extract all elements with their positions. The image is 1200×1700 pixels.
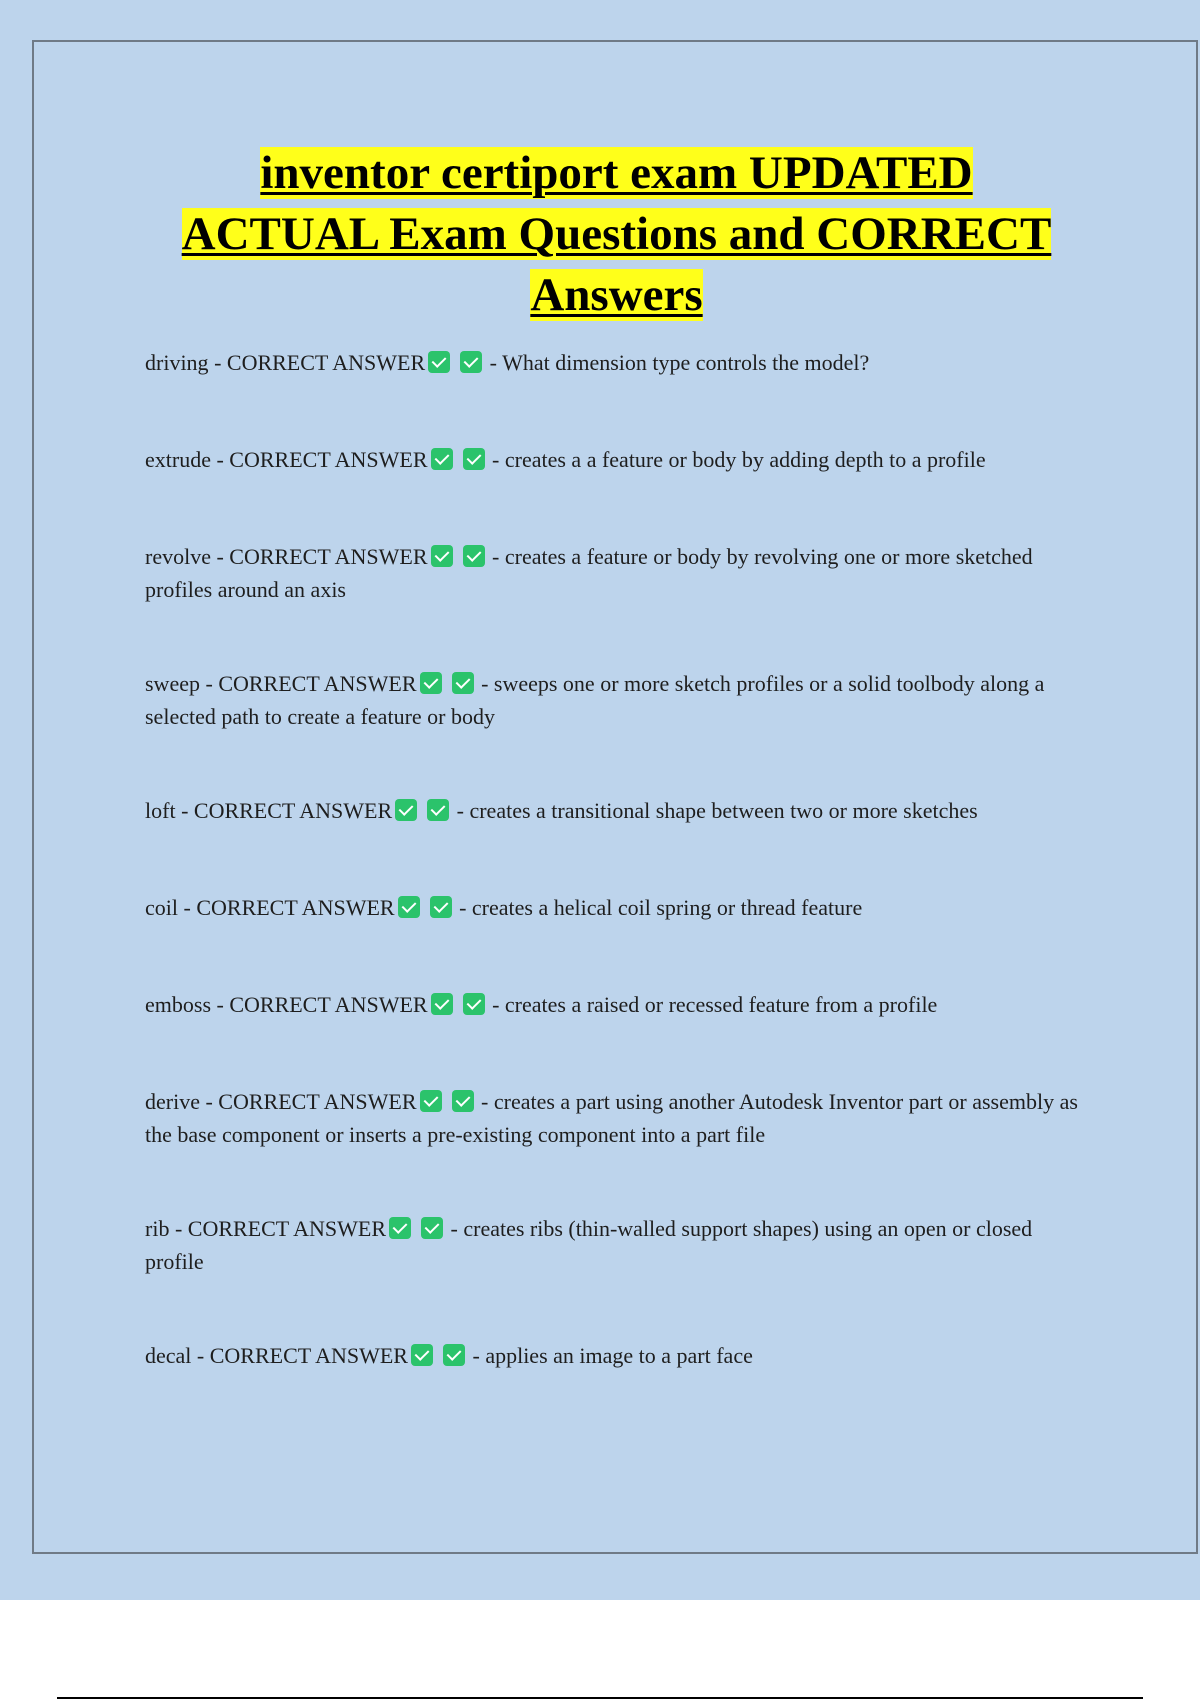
qa-term: sweep bbox=[145, 671, 200, 696]
answer-marker: CORRECT ANSWER bbox=[229, 992, 428, 1017]
title-line-2: ACTUAL Exam Questions and CORRECT bbox=[181, 208, 1052, 260]
qa-item-sweep: sweep - CORRECT ANSWER - sweeps one or more sketch profiles or a solid toolbody along a selected path to create a feature or body bbox=[145, 671, 1045, 729]
check-mark-icon bbox=[411, 1344, 433, 1366]
answer-marker: CORRECT ANSWER bbox=[218, 671, 417, 696]
check-mark-icon bbox=[420, 1090, 442, 1112]
check-mark-icon bbox=[463, 993, 485, 1015]
qa-term: coil bbox=[145, 895, 178, 920]
qa-item-extrude: extrude - CORRECT ANSWER - creates a a feature or body by adding depth to a profile bbox=[145, 447, 986, 472]
answer-marker: CORRECT ANSWER bbox=[229, 447, 428, 472]
qa-definition: creates a transitional shape between two or more sketches bbox=[469, 798, 978, 823]
check-mark-icon bbox=[389, 1217, 411, 1239]
answer-marker: CORRECT ANSWER bbox=[193, 798, 393, 823]
qa-term: revolve bbox=[145, 544, 211, 569]
qa-term: derive bbox=[145, 1089, 200, 1114]
answer-marker: CORRECT ANSWER bbox=[226, 350, 426, 375]
check-mark-icon bbox=[431, 545, 453, 567]
qa-term: emboss bbox=[145, 992, 211, 1017]
qa-term: loft bbox=[145, 798, 176, 823]
qa-definition: creates a raised or recessed feature from a profile bbox=[504, 992, 938, 1017]
qa-item-derive: derive - CORRECT ANSWER - creates a part using another Autodesk Inventor part or assembly as the base component or inserts a pre-existing component into a part file bbox=[145, 1089, 1078, 1147]
qa-item-decal: decal - CORRECT ANSWER - applies an image to a part face bbox=[145, 1343, 753, 1368]
qa-item-coil: coil - CORRECT ANSWER - creates a helical coil spring or thread feature bbox=[145, 895, 863, 920]
check-mark-icon bbox=[398, 896, 420, 918]
check-mark-icon bbox=[421, 1217, 443, 1239]
check-mark-icon bbox=[395, 799, 417, 821]
answer-marker: CORRECT ANSWER bbox=[187, 1216, 387, 1241]
qa-term: decal bbox=[145, 1343, 192, 1368]
document-title bbox=[120, 143, 1113, 326]
qa-definition: creates a a feature or body by adding depth to a profile bbox=[504, 447, 986, 472]
check-mark-icon bbox=[420, 672, 442, 694]
qa-definition: What dimension type controls the model? bbox=[502, 350, 870, 375]
qa-term: extrude bbox=[145, 447, 211, 472]
check-mark-icon bbox=[460, 351, 482, 373]
qa-term: driving bbox=[145, 350, 209, 375]
check-mark-icon bbox=[427, 799, 449, 821]
qa-term: rib bbox=[145, 1216, 170, 1241]
qa-item-revolve: revolve - CORRECT ANSWER - creates a feature or body by revolving one or more sketched profiles around an axis bbox=[145, 544, 1033, 602]
footer-divider bbox=[57, 1697, 1143, 1699]
qa-definition: creates ribs (thin-walled support shapes) using an open or closed profile bbox=[145, 1216, 1033, 1274]
title-line-3: Answers bbox=[530, 269, 703, 321]
answer-marker: CORRECT ANSWER bbox=[229, 544, 428, 569]
check-mark-icon bbox=[428, 351, 450, 373]
check-mark-icon bbox=[431, 448, 453, 470]
qa-definition: applies an image to a part face bbox=[485, 1343, 753, 1368]
qa-definition: creates a helical coil spring or thread feature bbox=[471, 895, 863, 920]
qa-definition: sweeps one or more sketch profiles or a solid toolbody along a selected path to create a feature or body bbox=[145, 671, 1045, 729]
qa-definition: creates a feature or body by revolving one or more sketched profiles around an axis bbox=[145, 544, 1033, 602]
check-mark-icon bbox=[452, 1090, 474, 1112]
check-mark-icon bbox=[430, 896, 452, 918]
qa-item-loft: loft - CORRECT ANSWER - creates a transitional shape between two or more sketches bbox=[145, 798, 978, 823]
check-mark-icon bbox=[463, 448, 485, 470]
check-mark-icon bbox=[463, 545, 485, 567]
check-mark-icon bbox=[431, 993, 453, 1015]
title-line-1: inventor certiport exam UPDATED bbox=[260, 147, 973, 199]
answer-marker: CORRECT ANSWER bbox=[218, 1089, 417, 1114]
qa-item-rib: rib - CORRECT ANSWER - creates ribs (thin-walled support shapes) using an open or closed profile bbox=[145, 1216, 1033, 1274]
qa-item-emboss: emboss - CORRECT ANSWER - creates a raised or recessed feature from a profile bbox=[145, 992, 938, 1017]
qa-item-driving: driving - CORRECT ANSWER - What dimension type controls the model? bbox=[145, 350, 870, 375]
qa-definition: creates a part using another Autodesk Inventor part or assembly as the base component or inserts a pre-existing component into a part file bbox=[145, 1089, 1078, 1147]
check-mark-icon bbox=[452, 672, 474, 694]
answer-marker: CORRECT ANSWER bbox=[196, 895, 395, 920]
answer-marker: CORRECT ANSWER bbox=[209, 1343, 408, 1368]
check-mark-icon bbox=[443, 1344, 465, 1366]
